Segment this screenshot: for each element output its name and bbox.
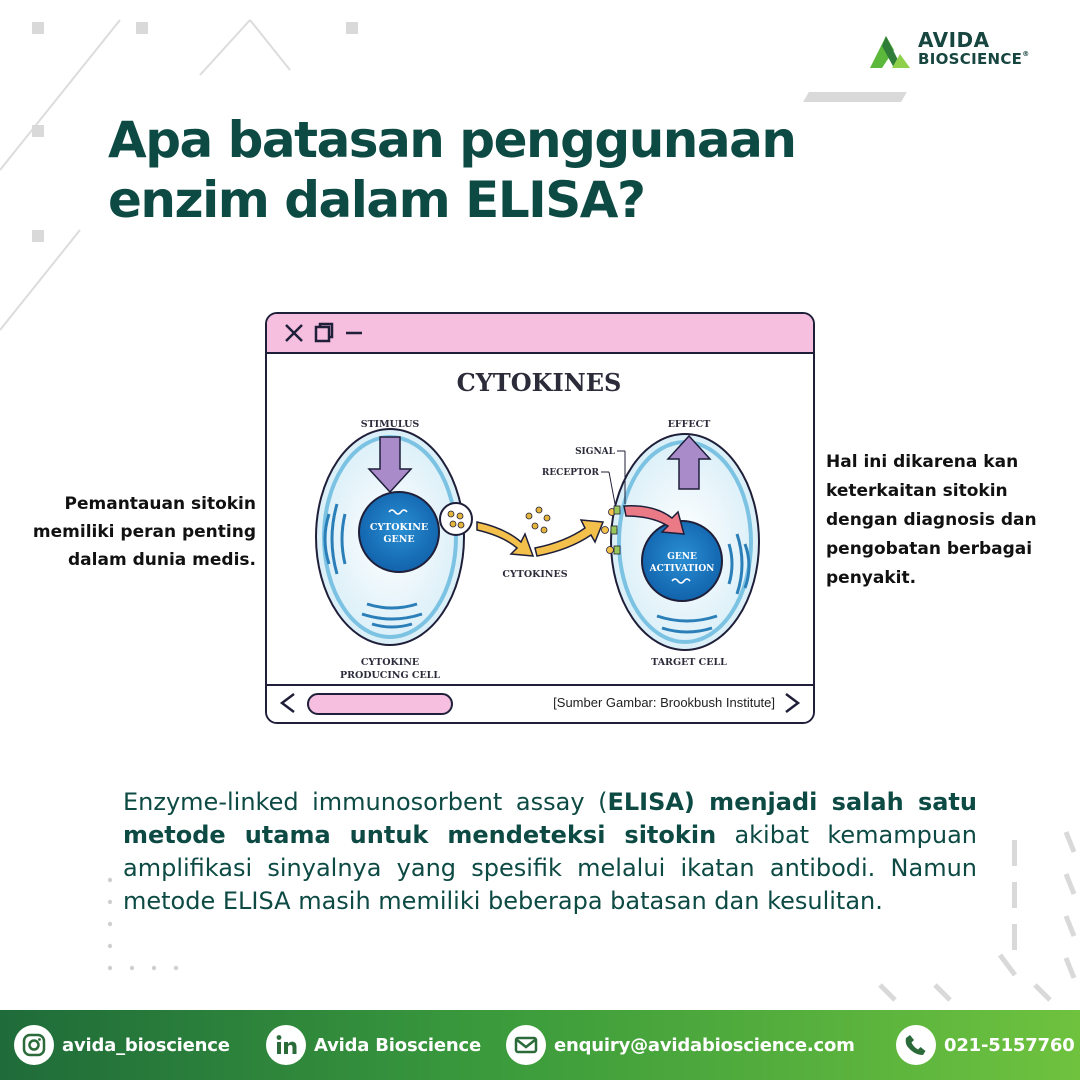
illustration-heading: CYTOKINES bbox=[456, 368, 622, 397]
gene-activation-label-1: GENE bbox=[667, 552, 697, 562]
image-source: [Sumber Gambar: Brookbush Institute] bbox=[553, 695, 775, 710]
caption-left: Pemantauan sitokin memiliki peran penting dalam dunia medis. bbox=[32, 494, 256, 570]
window-footer bbox=[267, 684, 813, 722]
target-cell-label: TARGET CELL bbox=[651, 657, 727, 668]
paragraph-part-1: Enzyme-linked immunosorbent assay ( bbox=[123, 788, 608, 816]
restore-icon[interactable] bbox=[313, 322, 335, 344]
footer-phone[interactable] bbox=[896, 1024, 1075, 1066]
footer-email[interactable] bbox=[506, 1024, 855, 1066]
cytokines-illustration bbox=[267, 354, 812, 684]
caption-right: Hal ini dikarena kan keterkaitan sitokin dengan diagnosis dan pengobatan berbagai penyakit. bbox=[826, 452, 1037, 588]
cytokines-arrow-2 bbox=[535, 520, 603, 556]
window-titlebar bbox=[267, 314, 813, 354]
contact-footer bbox=[0, 1010, 1080, 1080]
producing-cell-label-2: PRODUCING CELL bbox=[339, 670, 441, 681]
brand-name-line2: BIOSCIENCE® bbox=[918, 50, 1030, 68]
email-address: enquiry@avidabioscience.com bbox=[554, 1034, 855, 1056]
paragraph-bold: ELISA) menjadi salah satu metode utama untuk mendeteksi sitokin bbox=[123, 788, 977, 849]
footer-instagram[interactable] bbox=[14, 1024, 230, 1066]
linkedin-name: Avida Bioscience bbox=[314, 1034, 482, 1056]
instagram-handle: avida_bioscience bbox=[62, 1034, 230, 1056]
footer-linkedin[interactable] bbox=[266, 1024, 481, 1066]
title-line-1: Apa batasan penggunaan bbox=[108, 111, 796, 169]
email-icon bbox=[506, 1025, 546, 1065]
page-title bbox=[108, 110, 928, 230]
window-scrollbar[interactable] bbox=[307, 693, 453, 715]
title-line-2: enzim dalam ELISA? bbox=[108, 171, 645, 229]
paragraph-part-2: akibat kemampuan amplifikasi sinyalnya yang spesifik melalui ikatan antibodi. Namun metode ELISA masih memiliki beberapa batasan dan kesulitan. bbox=[123, 821, 977, 915]
gene-activation-label-2: ACTIVATION bbox=[649, 564, 715, 574]
effect-label: EFFECT bbox=[667, 419, 711, 430]
illustration-window bbox=[265, 312, 815, 724]
avida-logo-mark-icon bbox=[868, 30, 918, 70]
producing-cell-label-1: CYTOKINE bbox=[360, 657, 420, 668]
chevron-left-icon[interactable] bbox=[277, 690, 299, 716]
cytokines-arrow-1 bbox=[477, 522, 533, 556]
cytokines-label: CYTOKINES bbox=[502, 569, 568, 580]
brand-logo bbox=[868, 28, 1058, 72]
chevron-right-icon[interactable] bbox=[781, 690, 803, 716]
instagram-icon bbox=[14, 1025, 54, 1065]
cytokine-gene-label-1: CYTOKINE bbox=[369, 522, 429, 533]
body-paragraph bbox=[123, 786, 977, 918]
cytokine-gene-label-2: GENE bbox=[383, 534, 415, 545]
stimulus-label: STIMULUS bbox=[360, 419, 420, 430]
close-icon[interactable] bbox=[283, 322, 305, 344]
phone-number: 021-5157760 bbox=[944, 1034, 1075, 1056]
brand-name-line1: AVIDA bbox=[918, 28, 990, 52]
receptor-label: RECEPTOR bbox=[541, 468, 599, 478]
minimize-icon[interactable] bbox=[343, 322, 365, 344]
linkedin-icon bbox=[266, 1025, 306, 1065]
phone-icon bbox=[896, 1025, 936, 1065]
signal-label: SIGNAL bbox=[575, 447, 615, 457]
